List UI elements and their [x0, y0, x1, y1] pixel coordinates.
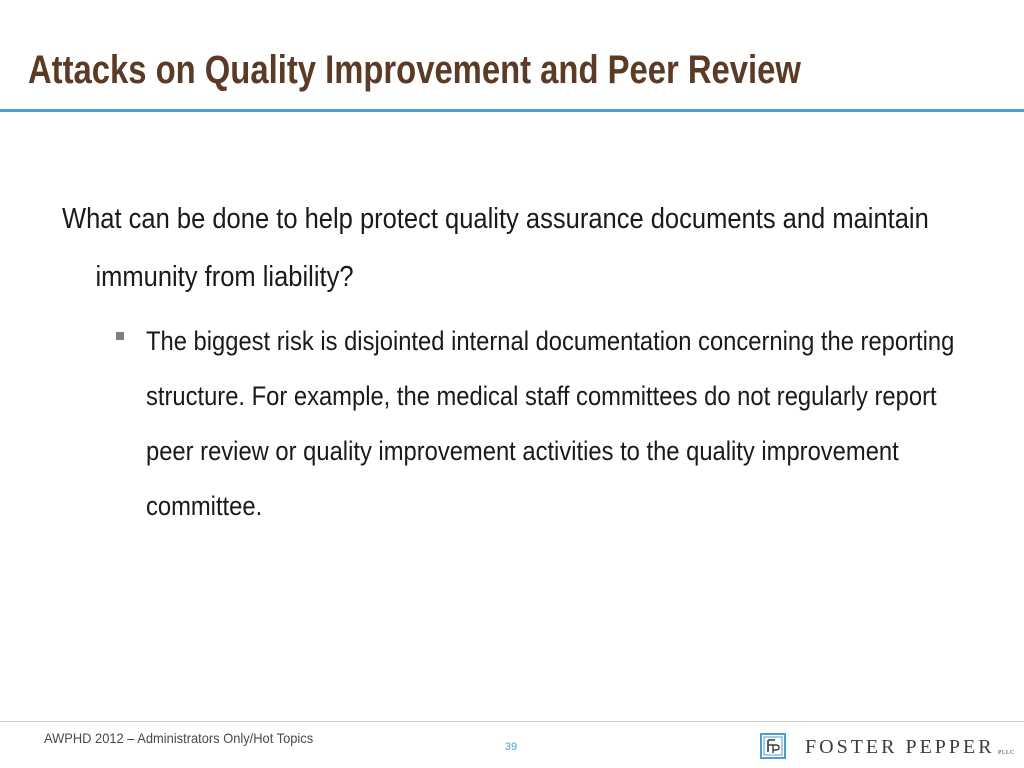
footer-divider — [0, 721, 1024, 722]
slide-title: Attacks on Quality Improvement and Peer Review — [28, 48, 801, 92]
title-divider — [0, 109, 1024, 112]
fp-monogram-icon — [760, 733, 786, 759]
bullet-item — [62, 314, 962, 534]
square-bullet-icon — [116, 332, 124, 340]
logo-wordmark: FOSTER PEPPER — [805, 736, 995, 758]
slide-body — [62, 190, 962, 534]
footer-caption: AWPHD 2012 – Administrators Only/Hot Topics — [44, 730, 314, 746]
logo-suffix: PLLC — [998, 750, 1015, 756]
page-number: 39 — [504, 741, 518, 753]
question-text: What can be done to help protect quality assurance documents and maintain immunity from liability? — [62, 203, 929, 293]
bullet-text: The biggest risk is disjointed internal documentation concerning the reporting structure. For example, the medical staff committees do not regularly report peer review or quality improvement activities to the quality improvement committee. — [146, 326, 955, 521]
